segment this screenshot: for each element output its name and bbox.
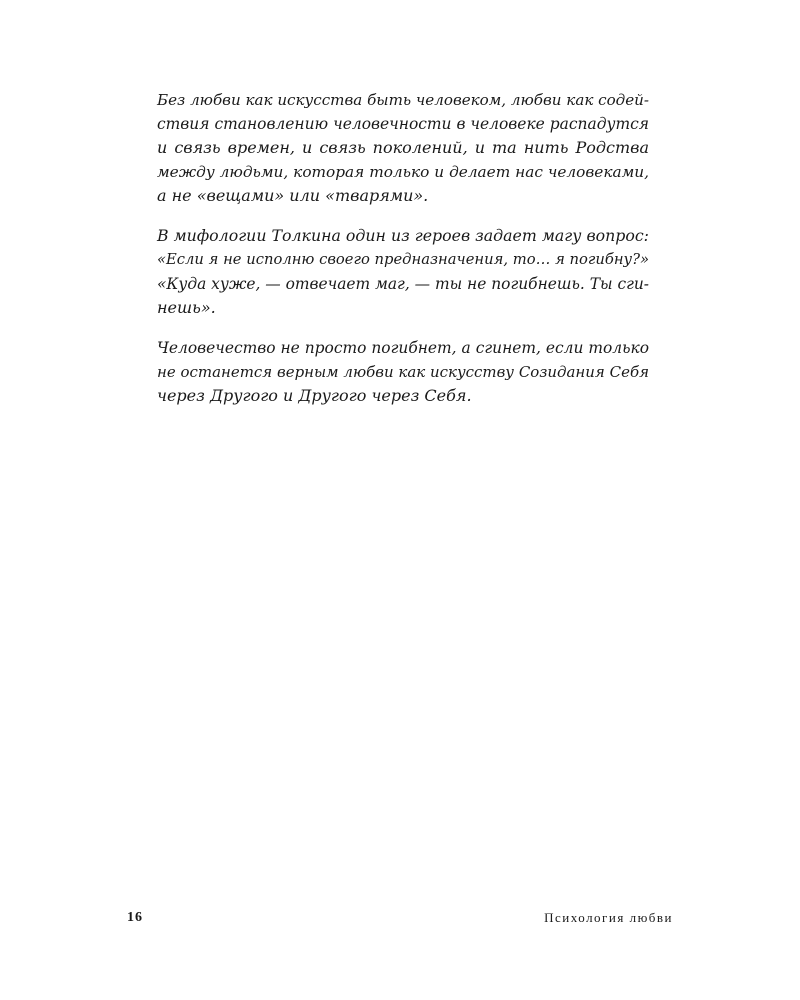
text-line: через Другого и Другого через Себя. bbox=[157, 386, 472, 405]
page-number: 16 bbox=[127, 910, 143, 925]
text-line: не останется верным любви как искусству Созидания Себя bbox=[157, 363, 649, 381]
text-line: В мифологии Толкина один из героев задает магу вопрос: bbox=[157, 226, 649, 245]
text-line: Без любви как искусства быть человеком, любви как содей- bbox=[157, 91, 649, 109]
text-line: и связь времен, и связь поколений, и та нить Родства bbox=[157, 138, 649, 157]
text-line: Человечество не просто погибнет, а сгинет, если только bbox=[157, 339, 649, 357]
text-line: ствия становлению человечности в человеке распадутся bbox=[157, 115, 649, 133]
text-line: между людьми, которая только и делает нас человеками, bbox=[157, 163, 649, 181]
body-text bbox=[157, 88, 649, 424]
text-line: «Если я не исполню своего предназначения, то… я погибну?» bbox=[157, 251, 649, 268]
paragraph-2 bbox=[157, 224, 649, 320]
text-line: «Куда хуже, — отвечает маг, — ты не погибнешь. Ты сги- bbox=[157, 275, 650, 293]
paragraph-3 bbox=[157, 336, 649, 408]
page-footer bbox=[127, 910, 673, 930]
text-line: а не «вещами» или «тварями». bbox=[157, 186, 429, 205]
running-head: Психология любви bbox=[544, 910, 673, 925]
text-line: нешь». bbox=[157, 298, 216, 317]
paragraph-1 bbox=[157, 88, 649, 208]
